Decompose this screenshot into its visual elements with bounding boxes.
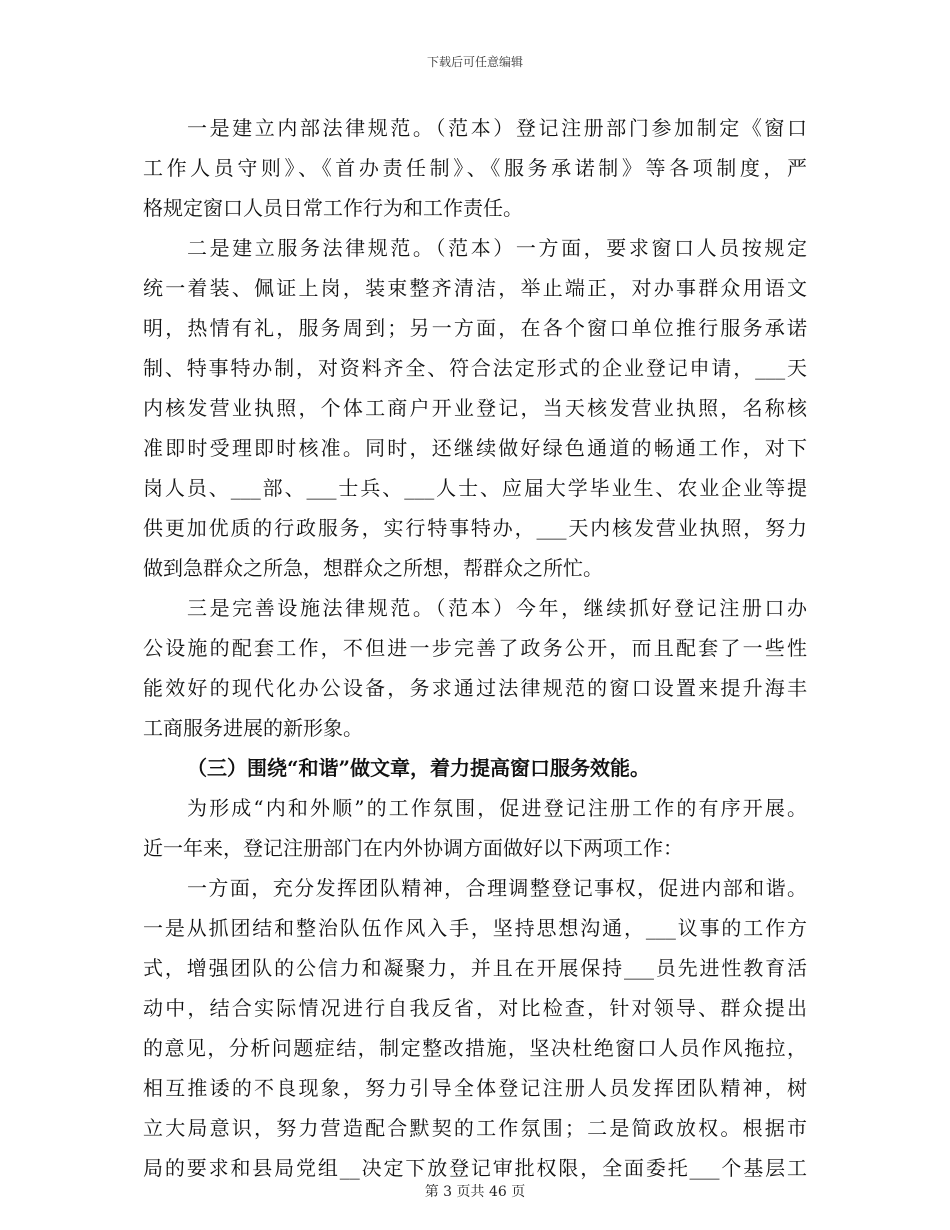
page-footer: 第 3 页共 46 页	[424, 1184, 526, 1200]
paragraph-line: 立大局意识，努力营造配合默契的工作氛围；二是简政放权。根据市	[143, 1116, 807, 1140]
paragraph-line: 一是从抓团结和整治队伍作风入手，坚持思想沟通，___议事的工作方	[143, 916, 807, 940]
paragraph-line: 的意见，分析问题症结，制定整改措施，坚决杜绝窗口人员作风拖拉，	[143, 1036, 807, 1060]
page-header: 下载后可任意编辑	[426, 55, 523, 69]
paragraph-line: 为形成“内和外顺”的工作氛围，促进登记注册工作的有序开展。	[187, 796, 807, 820]
section-heading: （三）围绕“和谐”做文章，着力提高窗口服务效能。	[187, 756, 651, 780]
paragraph-line: 工作人员守则》、《首办责任制》、《服务承诺制》等各项制度，严	[143, 156, 807, 180]
paragraph-line: 一是建立内部法律规范。（范本）登记注册部门参加制定《窗口	[187, 116, 807, 140]
paragraph-line: 动中，结合实际情况进行自我反省，对比检查，针对领导、群众提出	[143, 996, 807, 1020]
paragraph-line: 三是完善设施法律规范。（范本）今年，继续抓好登记注册口办	[187, 596, 807, 620]
paragraph-line: 做到急群众之所急，想群众之所想，帮群众之所忙。	[143, 556, 603, 580]
paragraph-line: 统一着装、佩证上岗，装束整齐清洁，举止端正，对办事群众用语文	[143, 276, 807, 300]
paragraph-line: 能效好的现代化办公设备，务求通过法律规范的窗口设置来提升海丰	[143, 676, 807, 700]
paragraph-line: 二是建立服务法律规范。（范本）一方面，要求窗口人员按规定	[187, 236, 807, 260]
paragraph-line: 局的要求和县局党组__决定下放登记审批权限，全面委托___个基层工	[143, 1156, 807, 1180]
paragraph-line: 相互推诿的不良现象，努力引导全体登记注册人员发挥团队精神，树	[143, 1076, 807, 1100]
paragraph-line: 公设施的配套工作，不但进一步完善了政务公开，而且配套了一些性	[143, 636, 807, 660]
paragraph-line: 岗人员、___部、___士兵、___人士、应届大学毕业生、农业企业等提	[143, 476, 807, 500]
paragraph-line: 格规定窗口人员日常工作行为和工作责任。	[143, 196, 523, 220]
paragraph-line: 工商服务进展的新形象。	[143, 716, 363, 740]
document-body	[143, 108, 807, 1188]
paragraph-line: 供更加优质的行政服务，实行特事特办，___天内核发营业执照，努力	[143, 516, 807, 540]
paragraph-line: 明，热情有礼，服务周到；另一方面，在各个窗口单位推行服务承诺	[143, 316, 807, 340]
paragraph-line: 式，增强团队的公信力和凝聚力，并且在开展保持___员先进性教育活	[143, 956, 807, 980]
paragraph-line: 近一年来，登记注册部门在内外协调方面做好以下两项工作：	[143, 836, 683, 860]
paragraph-line: 一方面，充分发挥团队精神，合理调整登记事权，促进内部和谐。	[187, 876, 807, 900]
paragraph-line: 制、特事特办制，对资料齐全、符合法定形式的企业登记申请，___天	[143, 356, 807, 380]
paragraph-line: 内核发营业执照，个体工商户开业登记，当天核发营业执照，名称核	[143, 396, 807, 420]
paragraph-line: 准即时受理即时核准。同时，还继续做好绿色通道的畅通工作，对下	[143, 436, 807, 460]
